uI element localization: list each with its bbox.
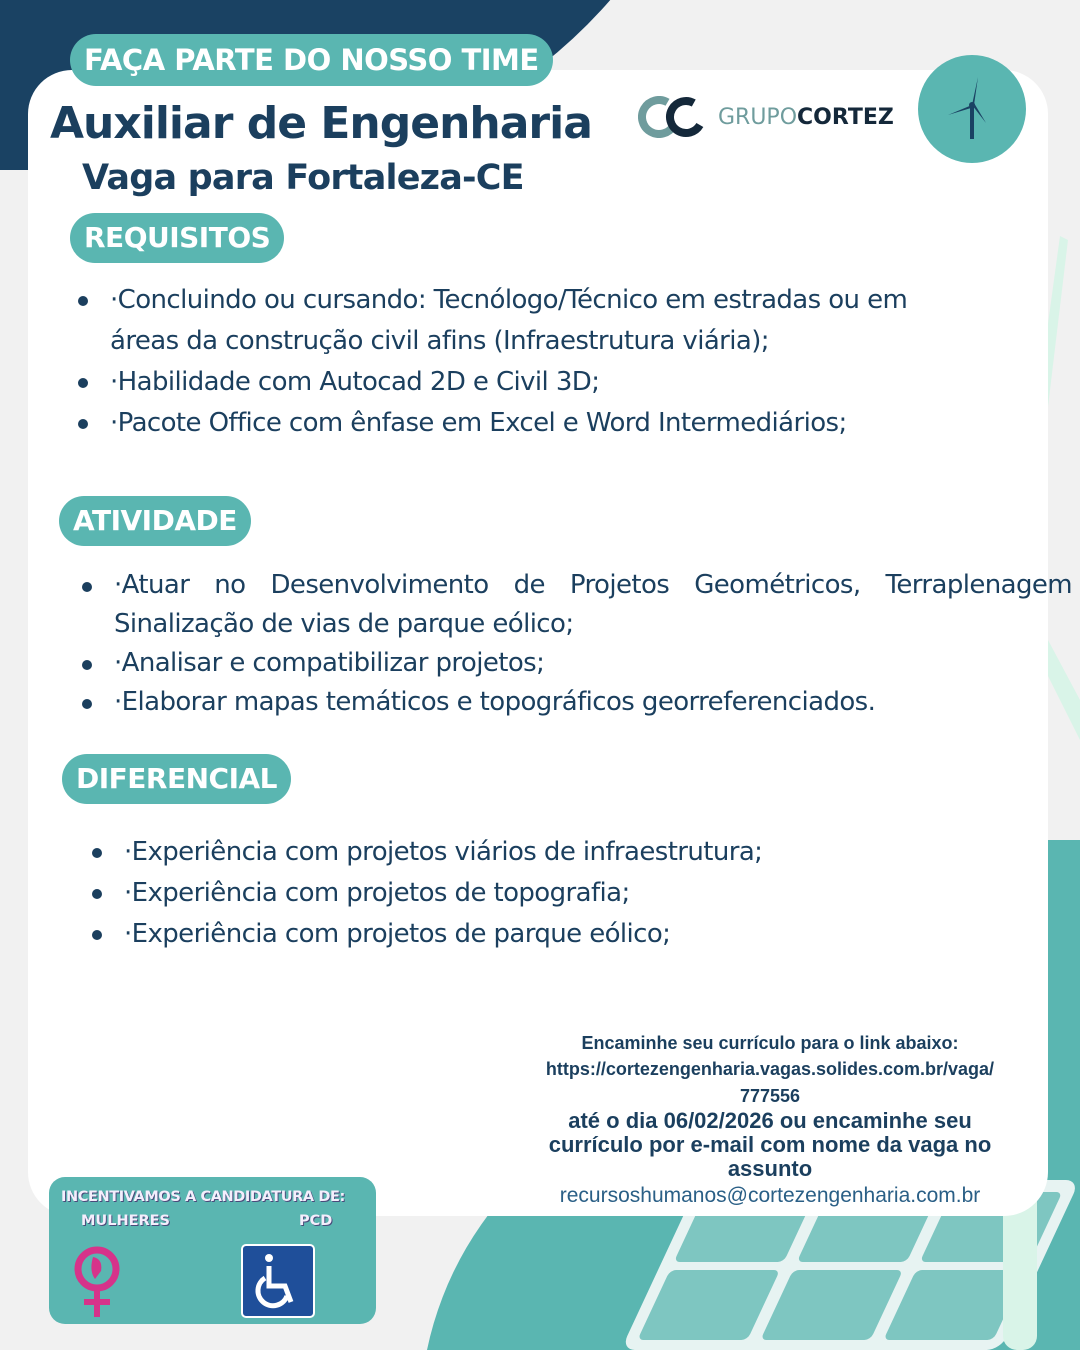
page-subtitle: Vaga para Fortaleza-CE bbox=[82, 158, 524, 198]
list-item: ·Experiência com projetos viários de infraestrutura; bbox=[92, 832, 952, 873]
apply-link[interactable]: https://cortezengenharia.vagas.solides.com.br/vaga/ bbox=[545, 1059, 995, 1079]
requisitos-list bbox=[78, 280, 938, 444]
list-item: ·Concluindo ou cursando: Tecnólogo/Técnico em estradas ou em áreas da construção civil afins (Infraestrutura viária); bbox=[78, 280, 938, 362]
female-symbol-icon bbox=[73, 1245, 123, 1320]
wind-turbine-icon bbox=[918, 55, 1026, 163]
apply-email[interactable]: recursoshumanos@cortezengenharia.com.br bbox=[559, 1184, 981, 1207]
section-label-diferencial: DIFERENCIAL bbox=[62, 754, 291, 804]
diferencial-list bbox=[92, 832, 952, 955]
list-item: ·Experiência com projetos de parque eólico; bbox=[92, 914, 952, 955]
gc-logo-mark-icon bbox=[638, 96, 708, 138]
list-item: ·Atuar no Desenvolvimento de Projetos Geométricos, Terraplenagem Sinalização de vias de parque eólico; bbox=[82, 566, 1072, 644]
logo-text-light: GRUPO bbox=[718, 104, 798, 130]
pcd-label: PCD bbox=[299, 1213, 333, 1229]
apply-deadline: até o dia 06/02/2026 ou encaminhe seu currículo por e-mail com nome da vaga no assunto bbox=[548, 1108, 992, 1181]
page-title: Auxiliar de Engenharia bbox=[50, 98, 592, 149]
apply-info bbox=[505, 1030, 1035, 1211]
apply-link-id[interactable]: 777556 bbox=[739, 1086, 801, 1106]
women-label: MULHERES bbox=[81, 1213, 170, 1229]
accessibility-icon bbox=[241, 1244, 315, 1318]
banner-pill: FAÇA PARTE DO NOSSO TIME bbox=[70, 34, 553, 86]
section-label-atividade: ATIVIDADE bbox=[59, 496, 251, 546]
list-item: ·Habilidade com Autocad 2D e Civil 3D; bbox=[78, 362, 938, 403]
list-item: ·Analisar e compatibilizar projetos; bbox=[82, 644, 1072, 683]
company-logo bbox=[638, 96, 894, 138]
logo-text-bold: CORTEZ bbox=[797, 104, 894, 130]
list-item: ·Elaborar mapas temáticos e topográficos georreferenciados. bbox=[82, 683, 1072, 722]
apply-intro: Encaminhe seu currículo para o link abaixo: bbox=[581, 1033, 959, 1053]
atividade-list bbox=[82, 566, 1072, 722]
section-label-requisitos: REQUISITOS bbox=[70, 213, 284, 263]
list-item: ·Pacote Office com ênfase em Excel e Word Intermediários; bbox=[78, 403, 938, 444]
diversity-heading: INCENTIVAMOS A CANDIDATURA DE: bbox=[61, 1189, 345, 1205]
diversity-box bbox=[49, 1177, 376, 1324]
list-item: ·Experiência com projetos de topografia; bbox=[92, 873, 952, 914]
